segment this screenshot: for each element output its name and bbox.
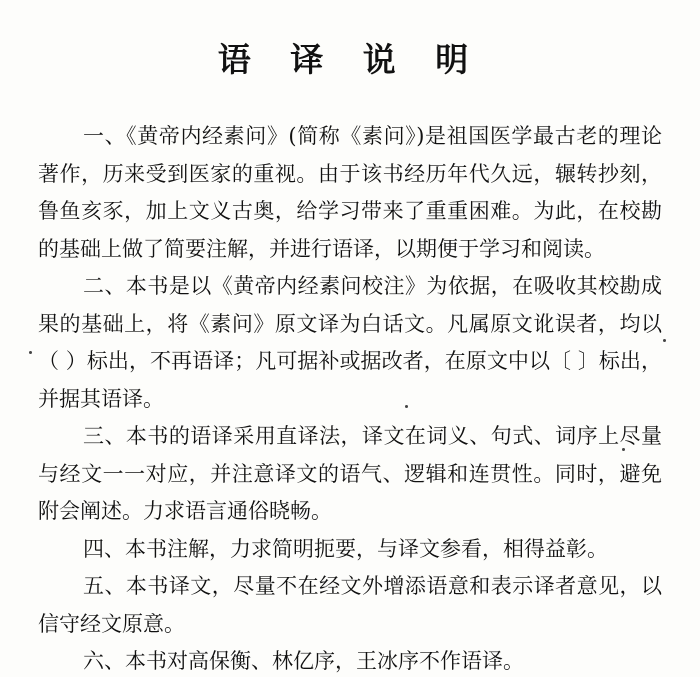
paragraph-3: 三、本书的语译采用直译法，译文在词义、句式、词序上尽量与经文一一对应，并注意译文的语气、逻辑和连贯性。同时，避免附会阐述。力求语言通俗晓畅。 [38, 424, 662, 523]
paragraph-4: 四、本书注解，力求简明扼要，与译文参看，相得益彰。 [83, 536, 608, 561]
scan-speck [622, 448, 625, 451]
paragraph-5: 五、本书译文，尽量不在经文外增添语意和表示译者意见，以信守经文原意。 [38, 574, 662, 636]
scan-speck [663, 339, 666, 342]
page-title: 语 译 说 明 [217, 40, 483, 79]
paragraph-6: 六、本书对高保衡、林亿序，王冰序不作语译。 [83, 649, 524, 673]
document-body [38, 118, 662, 681]
scan-speck [29, 351, 32, 354]
scan-speck [405, 405, 408, 408]
paragraph-1: 一、《黄帝内经素问》(简称《素问》)是祖国医学最古老的理论著作，历来受到医家的重视。由于该书经历年代久远，辗转抄刻，鲁鱼亥豕，加上文义古奥，给学习带来了重重困难。为此，在校勘的基础上做了简要注解，并进行语译，以期便于学习和阅读。 [38, 124, 662, 261]
paragraph-2: 二、本书是以《黄帝内经素问校注》为依据，在吸收其校勘成果的基础上，将《素问》原文译为白话文。凡属原文讹误者，均以（ ）标出，不再语译；凡可据补或据改者，在原文中以〔 〕标出，并据其语译。 [38, 274, 662, 411]
